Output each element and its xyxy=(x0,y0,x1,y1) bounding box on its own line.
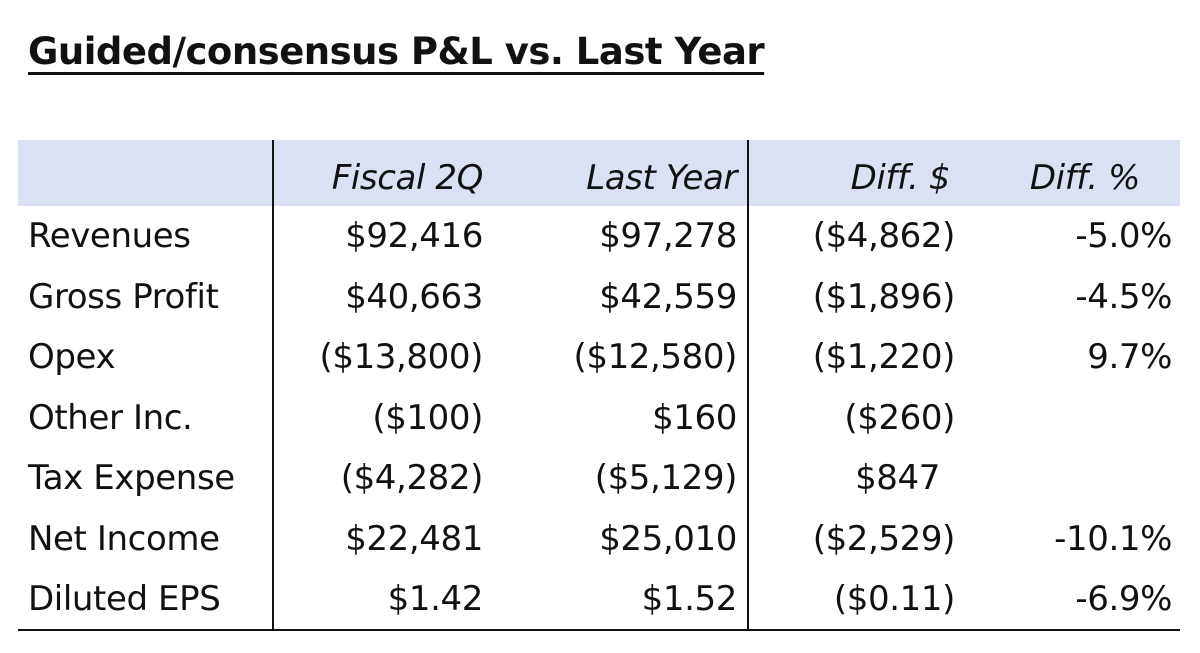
diff-pct-value: -10.1% xyxy=(1054,518,1172,559)
fiscal-2q-value: $22,481 xyxy=(273,509,503,570)
table-row xyxy=(18,509,1180,570)
diff-dollar-value: ($4,862) xyxy=(748,206,980,267)
fiscal-2q-value: $1.42 xyxy=(273,569,503,630)
row-label: Revenues xyxy=(28,216,191,257)
header-label xyxy=(18,140,273,206)
table-row xyxy=(18,569,1180,630)
header-fiscal-2q: Fiscal 2Q xyxy=(273,140,503,206)
diff-dollar-value: ($0.11) xyxy=(748,569,980,630)
table-row xyxy=(18,267,1180,328)
table-title: Guided/consensus P&L vs. Last Year xyxy=(28,30,765,73)
last-year-value: $42,559 xyxy=(599,276,737,317)
diff-pct-value xyxy=(980,388,1180,449)
header-diff-pct: Diff. % xyxy=(1029,158,1140,198)
header-diff-dollar: Diff. $ xyxy=(748,140,980,206)
last-year-value: $25,010 xyxy=(599,518,737,559)
row-label: Net Income xyxy=(28,518,220,559)
row-label: Other Inc. xyxy=(28,397,193,438)
row-label: Opex xyxy=(28,337,116,378)
fiscal-2q-value: ($4,282) xyxy=(273,448,503,509)
last-year-value: $97,278 xyxy=(599,216,737,257)
diff-pct-value: 9.7% xyxy=(1087,337,1172,378)
header-row xyxy=(18,140,1180,206)
diff-dollar-value: ($260) xyxy=(748,388,980,449)
table-row xyxy=(18,206,1180,267)
diff-dollar-value: ($2,529) xyxy=(748,509,980,570)
diff-pct-value: -6.9% xyxy=(980,569,1180,630)
diff-dollar-value: ($1,896) xyxy=(748,267,980,328)
last-year-value: ($5,129) xyxy=(594,458,737,499)
row-label: Tax Expense xyxy=(28,458,235,499)
fiscal-2q-value: $92,416 xyxy=(273,206,503,267)
last-year-value: $160 xyxy=(652,397,737,438)
diff-pct-value: -5.0% xyxy=(1075,216,1172,257)
fiscal-2q-value: $40,663 xyxy=(273,267,503,328)
fiscal-2q-value: ($13,800) xyxy=(273,327,503,388)
row-label: Diluted EPS xyxy=(18,569,273,630)
fiscal-2q-value: ($100) xyxy=(273,388,503,449)
last-year-value: ($12,580) xyxy=(573,337,737,378)
pl-comparison-table xyxy=(18,140,1180,631)
last-year-value: $1.52 xyxy=(503,569,748,630)
diff-pct-value xyxy=(980,448,1180,509)
row-label: Gross Profit xyxy=(28,276,219,317)
table-row xyxy=(18,327,1180,388)
table-row xyxy=(18,388,1180,449)
header-last-year: Last Year xyxy=(586,158,737,198)
table-row xyxy=(18,448,1180,509)
diff-pct-value: -4.5% xyxy=(1075,276,1172,317)
diff-dollar-value: $847 xyxy=(748,448,980,509)
diff-dollar-value: ($1,220) xyxy=(748,327,980,388)
